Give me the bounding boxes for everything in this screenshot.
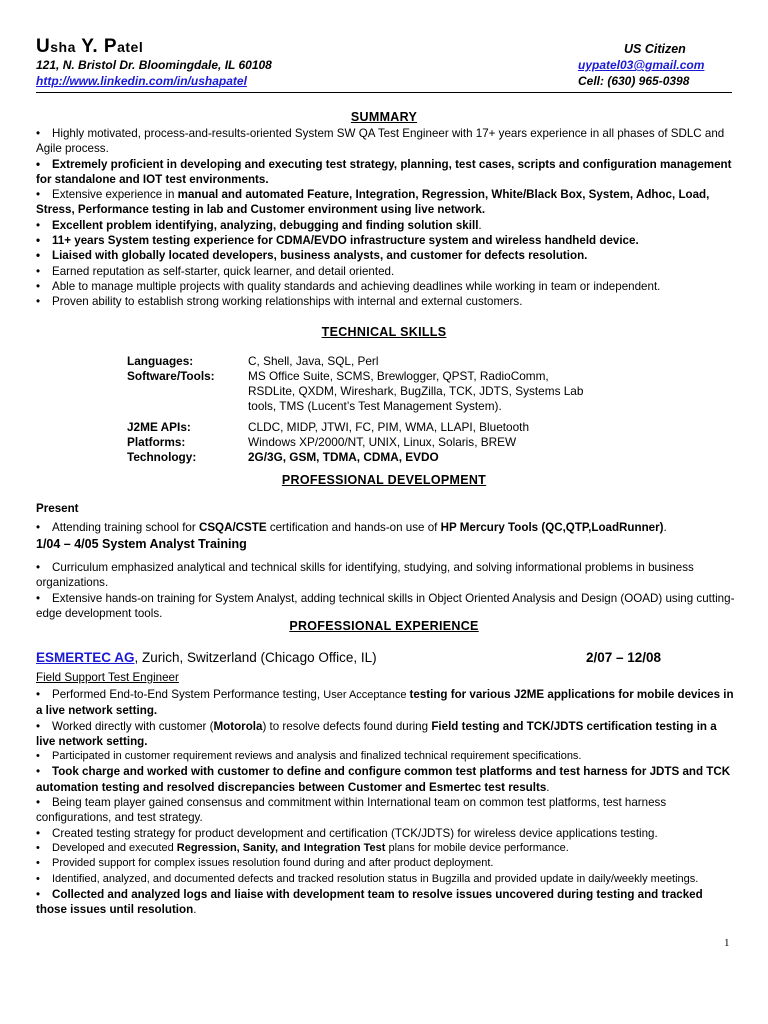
summary-item: • Extensive experience in manual and automated Feature, Integration, Regression, White/Black Box, System, Adhoc, Load, Stress, Performance testing in lab and Customer environment using live network. bbox=[36, 187, 736, 218]
training-heading: 1/04 – 4/05 System Analyst Training bbox=[36, 537, 247, 551]
skill-row-software bbox=[127, 369, 608, 414]
summary-item: • Able to manage multiple projects with quality standards and achieving deadlines while working in team or independent. bbox=[36, 279, 736, 294]
experience-item: • Being team player gained consensus and commitment within International team on common test platforms, test harness configurations, and test strategy. bbox=[36, 795, 736, 826]
summary-item: • 11+ years System testing experience for CDMA/EVDO infrastructure system and wireless handheld device. bbox=[36, 233, 736, 248]
skill-label: Languages: bbox=[127, 354, 194, 368]
skill-value: C, Shell, Java, SQL, Perl bbox=[248, 354, 379, 368]
summary-item: • Extremely proficient in developing and executing test strategy, planning, test cases, scripts and configuration management for standalone and IOT test environments. bbox=[36, 157, 736, 188]
cell-phone: Cell: (630) 965-0398 bbox=[578, 74, 690, 88]
professional-development-heading: PROFESSIONAL DEVELOPMENT bbox=[281, 473, 487, 487]
summary-item: • Excellent problem identifying, analyzing, debugging and finding solution skill. bbox=[36, 218, 736, 233]
skill-label: Technology: bbox=[127, 450, 197, 464]
experience-item: • Participated in customer requirement reviews and analysis and finalized technical requirement specifications. bbox=[36, 749, 736, 764]
candidate-name: Usha Y. Patel bbox=[36, 36, 144, 57]
present-training-list bbox=[36, 520, 736, 535]
company-link[interactable]: ESMERTEC AG bbox=[36, 650, 135, 665]
training-item: • Attending training school for CSQA/CSTE certification and hands-on use of HP Mercury Tools (QC,QTP,LoadRunner). bbox=[36, 520, 736, 535]
skill-value: 2G/3G, GSM, TDMA, CDMA, EVDO bbox=[248, 450, 439, 464]
linkedin-link[interactable]: http://www.linkedin.com/in/ushapatel bbox=[36, 74, 247, 88]
address: 121, N. Bristol Dr. Bloomingdale, IL 60108 bbox=[36, 58, 272, 72]
skill-row-technology bbox=[127, 450, 608, 465]
skill-value: CLDC, MIDP, JTWI, FC, PIM, WMA, LLAPI, Bluetooth bbox=[248, 420, 530, 434]
skill-label: J2ME APIs: bbox=[127, 420, 191, 434]
experience-item: • Created testing strategy for product development and certification (TCK/JDTS) for wireless device applications testing. bbox=[36, 826, 736, 841]
employer: ESMERTEC AG, Zurich, Switzerland (Chicago Office, IL) bbox=[36, 650, 377, 665]
job-title: Field Support Test Engineer bbox=[36, 671, 179, 684]
summary-item: • Highly motivated, process-and-results-oriented System SW QA Test Engineer with 17+ years experience in all phases of SDLC and Agile process. bbox=[36, 126, 736, 157]
summary-item: • Earned reputation as self-starter, quick learner, and detail oriented. bbox=[36, 264, 736, 279]
header-divider bbox=[36, 92, 732, 93]
skill-value: MS Office Suite, SCMS, Brewlogger, QPST, RadioComm, RSDLite, QXDM, Wireshark, BugZilla, TCK, JDTS, Systems Lab tools, TMS (Lucent’s Test Management System). bbox=[248, 369, 584, 413]
summary-list bbox=[36, 126, 736, 310]
summary-item: • Liaised with globally located developers, business analysts, and customer for defects resolution. bbox=[36, 248, 736, 263]
skill-row-languages bbox=[127, 354, 608, 369]
technical-skills-table bbox=[127, 354, 608, 465]
professional-experience-heading: PROFESSIONAL EXPERIENCE bbox=[289, 619, 479, 633]
skill-value: Windows XP/2000/NT, UNIX, Linux, Solaris, BREW bbox=[248, 435, 517, 449]
experience-list bbox=[36, 687, 736, 917]
technical-skills-heading: TECHNICAL SKILLS bbox=[321, 325, 447, 339]
experience-item: • Worked directly with customer (Motorola) to resolve defects found during Field testing and TCK/JDTS certification testing in a live network setting. bbox=[36, 719, 736, 750]
email-link[interactable]: uypatel03@gmail.com bbox=[578, 58, 705, 72]
employment-dates: 2/07 – 12/08 bbox=[586, 650, 662, 665]
summary-heading: SUMMARY bbox=[350, 110, 418, 124]
citizenship: US Citizen bbox=[624, 42, 686, 56]
training-item: • Extensive hands-on training for System Analyst, adding technical skills in Object Oriented Analysis and Design (OOAD) using cutting-edge development tools. bbox=[36, 591, 736, 622]
training-item: • Curriculum emphasized analytical and technical skills for identifying, studying, and solving informational problems in business organizations. bbox=[36, 560, 736, 591]
page-number: 1 bbox=[724, 937, 730, 949]
experience-item: • Developed and executed Regression, Sanity, and Integration Test plans for mobile device performance. bbox=[36, 841, 736, 856]
present-label: Present bbox=[36, 502, 79, 515]
skill-label: Software/Tools: bbox=[127, 369, 215, 383]
analyst-training-list bbox=[36, 560, 736, 621]
skill-row-platforms bbox=[127, 435, 608, 450]
experience-item: • Performed End-to-End System Performance testing, User Acceptance testing for various J2ME applications for mobile devices in a live network setting. bbox=[36, 687, 736, 719]
skill-row-j2me bbox=[127, 420, 608, 435]
summary-item: • Proven ability to establish strong working relationships with internal and external customers. bbox=[36, 294, 736, 309]
skill-label: Platforms: bbox=[127, 435, 186, 449]
experience-item: • Collected and analyzed logs and liaise with development team to resolve issues uncovered during testing and tracked those issues until resolution. bbox=[36, 887, 736, 918]
experience-item: • Identified, analyzed, and documented defects and tracked resolution status in Bugzilla and provided update in daily/weekly meetings. bbox=[36, 872, 736, 887]
experience-item: • Provided support for complex issues resolution found during and after product deployment. bbox=[36, 856, 736, 871]
experience-item: • Took charge and worked with customer to define and configure common test platforms and test harness for JDTS and TCK automation testing and resolved discrepancies between Customer and Esmertec test results. bbox=[36, 764, 736, 795]
